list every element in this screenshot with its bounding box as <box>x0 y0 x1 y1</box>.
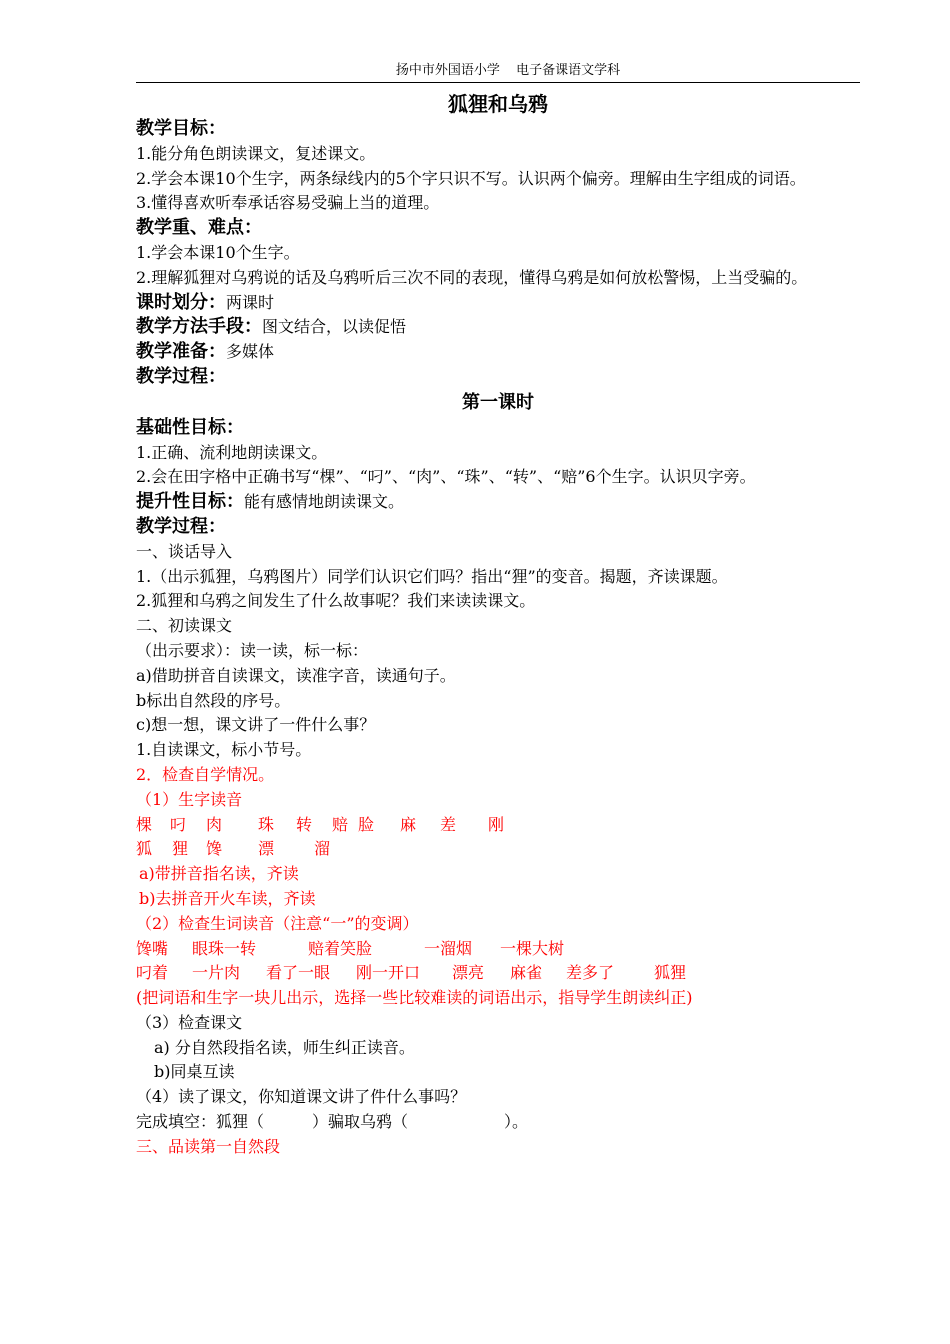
sub-step-line: （4）读了课文，你知道课文讲了件什么事吗？ <box>136 1087 467 1107</box>
requirements-line: （出示要求）：读一读，标一标： <box>136 640 369 660</box>
word-item: 馋嘴 <box>136 938 169 958</box>
char-item: 漂 <box>258 839 275 859</box>
method-label: 教学方法手段： <box>136 316 262 338</box>
char-item: 转 <box>296 814 313 834</box>
sub-step-line: （1）生字读音 <box>136 789 243 809</box>
word-item: 漂亮 <box>452 963 485 983</box>
word-item: 看了一眼 <box>266 963 331 983</box>
basic-goal-item: 2.会在田字格中正确书写“棵”、“叼”、“肉”、“珠”、“转”、“赔”6个生字。认识贝字旁。 <box>136 467 756 487</box>
sub-step-line: （2）检查生词读音（注意“一”的变调） <box>136 913 419 933</box>
char-item: 肉 <box>206 814 223 834</box>
hours-row <box>136 291 860 316</box>
char-item: 脸 <box>358 814 375 834</box>
char-item: 赔 <box>332 814 349 834</box>
sub-step-item: a) 分自然段指名读，师生纠正读音。 <box>154 1037 415 1057</box>
requirement-item: c)想一想，课文讲了一件什么事？ <box>136 715 376 735</box>
key-points-heading: 教学重、难点： <box>136 217 262 239</box>
step-line: 2．检查自学情况。 <box>136 764 275 784</box>
char-item: 麻 <box>400 814 417 834</box>
word-item: 一片肉 <box>192 963 241 983</box>
sub-step-line: （3）检查课文 <box>136 1012 243 1032</box>
char-item: 狸 <box>172 839 189 859</box>
section-line: 1.（出示狐狸，乌鸦图片）同学们认识它们吗？指出“狸”的变音。揭题，齐读课题。 <box>136 566 728 586</box>
header-school: 扬中市外国语小学 <box>395 63 500 78</box>
word-row <box>136 961 860 986</box>
char-item: 差 <box>440 814 457 834</box>
advanced-goal-label: 提升性目标： <box>136 491 244 513</box>
sub-step-item: b)同桌互读 <box>154 1062 235 1082</box>
lesson1-process-heading: 教学过程： <box>136 515 226 537</box>
section-title: 三、品读第一自然段 <box>136 1136 281 1156</box>
word-note: (把词语和生字一块儿出示，选择一些比较难读的词语出示，指导学生朗读纠正) <box>136 988 693 1008</box>
basic-goals-heading: 基础性目标： <box>136 416 244 438</box>
goal-item: 3.懂得喜欢听奉承话容易受骗上当的道理。 <box>136 193 440 213</box>
word-item: 刚一开口 <box>356 963 421 983</box>
advanced-goal-row <box>136 490 860 515</box>
goal-item: 2.学会本课10个生字，两条绿线内的5个字只识不写。认识两个偏旁。理解由生字组成的词语。 <box>136 168 806 188</box>
key-point-item: 2.理解狐狸对乌鸦说的话及乌鸦听后三次不同的表现，懂得乌鸦是如何放松警惕，上当受骗的。 <box>136 267 808 287</box>
step-line: 1.自读课文，标小节号。 <box>136 740 312 760</box>
goals-heading: 教学目标： <box>136 118 226 139</box>
advanced-goal-value: 能有感情地朗读课文。 <box>244 492 405 512</box>
word-item: 赔着笑脸 <box>308 938 373 958</box>
document-page <box>136 62 860 1160</box>
section-title: 一、谈话导入 <box>136 541 233 561</box>
char-item: 刚 <box>488 814 505 834</box>
char-item: 叼 <box>170 814 187 834</box>
goal-item: 1.能分角色朗读课文，复述课文。 <box>136 143 376 163</box>
fill-in-blank: 完成填空：狐狸（ ）骗取乌鸦（ ）。 <box>136 1112 529 1132</box>
requirement-item: b标出自然段的序号。 <box>136 690 291 710</box>
prep-row <box>136 340 860 365</box>
method-value: 图文结合，以读促悟 <box>262 317 407 337</box>
prep-label: 教学准备： <box>136 341 226 363</box>
section-title: 二、初读课文 <box>136 616 233 636</box>
basic-goal-item: 1.正确、流利地朗读课文。 <box>136 442 328 462</box>
page-header <box>136 62 860 83</box>
word-item: 一溜烟 <box>424 938 473 958</box>
hours-label: 课时划分： <box>136 291 226 313</box>
char-item: 珠 <box>258 814 275 834</box>
char-item: 棵 <box>136 814 153 834</box>
word-row <box>136 937 860 962</box>
word-item: 狐狸 <box>654 963 687 983</box>
page-title: 狐狸和乌鸦 <box>448 92 548 116</box>
word-item: 一棵大树 <box>500 938 565 958</box>
char-method-line: a)带拼音指名读，齐读 <box>139 864 299 884</box>
prep-value: 多媒体 <box>226 342 275 362</box>
char-item: 溜 <box>314 839 331 859</box>
key-point-item: 1.学会本课10个生字。 <box>136 242 300 262</box>
header-subject: 电子备课语文学科 <box>516 63 621 78</box>
process-heading: 教学过程： <box>136 365 226 387</box>
word-item: 差多了 <box>566 963 615 983</box>
word-item: 叼着 <box>136 963 169 983</box>
char-method-line: b)去拼音开火车读，齐读 <box>139 888 316 908</box>
word-item: 眼珠一转 <box>192 938 257 958</box>
lesson1-heading: 第一课时 <box>462 391 534 413</box>
word-item: 麻雀 <box>510 963 543 983</box>
section-line: 2.狐狸和乌鸦之间发生了什么故事呢？我们来读读课文。 <box>136 591 536 611</box>
hours-value: 两课时 <box>226 292 275 312</box>
char-item: 馋 <box>206 839 223 859</box>
char-row <box>136 813 860 838</box>
char-row <box>136 837 860 862</box>
char-item: 狐 <box>136 839 153 859</box>
method-row <box>136 315 860 340</box>
requirement-item: a)借助拼音自读课文，读准字音，读通句子。 <box>136 665 456 685</box>
